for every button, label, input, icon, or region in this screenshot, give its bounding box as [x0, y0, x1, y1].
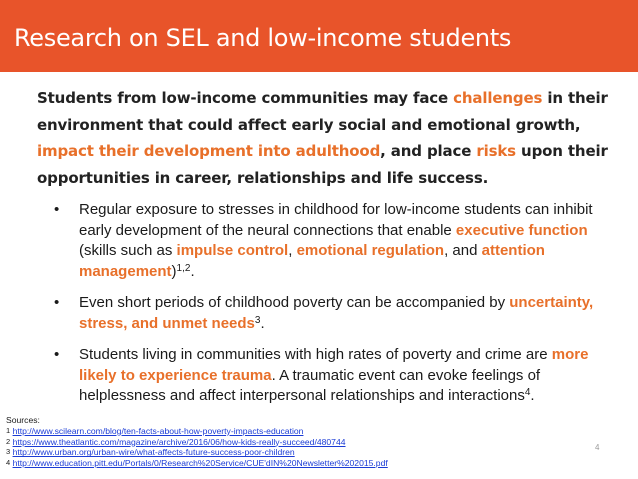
bullet-item — [54, 345, 624, 407]
source-link[interactable]: http://www.scilearn.com/blog/ten-facts-about-how-poverty-impacts-education — [12, 425, 304, 436]
source-number: 4 — [6, 458, 11, 468]
intro-paragraph — [37, 85, 627, 191]
intro-text: in their environment that could affect early social and emotional growth, — [37, 89, 608, 134]
citation-superscript: 3 — [254, 314, 261, 326]
bullet-text: (skills such as — [79, 242, 177, 259]
source-item — [6, 426, 606, 437]
bullet-text: Even short periods of childhood poverty can be accompanied by — [79, 294, 510, 311]
citation-superscript: 4 — [524, 387, 531, 398]
slide-title: Research on SEL and low-income students — [14, 24, 512, 52]
bullet-text: ) — [171, 262, 177, 280]
bullet-text: , and — [444, 242, 482, 259]
source-link[interactable]: http://www.education.pitt.edu/Portals/0/Research%20Service/CUE'dIN%20Newsletter%202015.pdf — [12, 458, 388, 469]
bullet-text: . — [530, 387, 535, 404]
bullet-dot-icon: • — [54, 346, 60, 363]
highlight-attention-management: attention management — [79, 242, 545, 280]
bullet-list — [54, 200, 624, 418]
source-link[interactable]: https://www.theatlantic.com/magazine/archive/2016/06/how-kids-really-succeed/480744 — [12, 436, 346, 447]
highlight-executive-function: executive function — [455, 221, 588, 239]
source-number: 3 — [6, 447, 11, 457]
highlight-uncertainty: uncertainty, stress, and unmet needs — [79, 294, 594, 332]
intro-text: upon their opportunities in career, relationships and life success. — [37, 142, 608, 187]
source-number: 2 — [6, 436, 11, 446]
citation-superscript: 1,2 — [176, 262, 191, 274]
bullet-text: Regular exposure to stresses in childhood for low-income students can inhibit early development of the neural connections that enable — [79, 201, 593, 239]
bullet-text: Students living in communities with high rates of poverty and crime are — [79, 346, 552, 363]
highlight-impulse-control: impulse control — [176, 242, 289, 259]
bullet-dot-icon: • — [54, 294, 60, 311]
slide-header — [0, 0, 638, 72]
source-link[interactable]: http://www.urban.org/urban-wire/what-affects-future-success-poor-children — [12, 447, 295, 458]
highlight-emotional-regulation: emotional regulation — [296, 242, 445, 259]
intro-highlight-challenges: challenges — [453, 89, 543, 107]
highlight-trauma: more likely to experience trauma — [79, 346, 589, 384]
page-number: 4 — [595, 443, 600, 452]
source-item — [6, 437, 606, 448]
bullet-item — [54, 200, 624, 282]
source-item — [6, 447, 606, 458]
source-number: 1 — [6, 425, 11, 435]
sources-section — [6, 415, 606, 469]
bullet-text: . — [190, 262, 195, 280]
intro-highlight-development: impact their development into adulthood — [37, 142, 381, 160]
intro-text: Students from low-income communities may face — [37, 89, 454, 107]
bullet-text: . — [260, 314, 265, 332]
bullet-item — [54, 293, 624, 334]
bullet-text: . A traumatic event can evoke feelings of helplessness and affect interpersonal relationships and interactions — [79, 366, 541, 404]
intro-highlight-risks: risks — [476, 142, 516, 160]
source-item — [6, 458, 606, 469]
bullet-dot-icon: • — [54, 201, 60, 218]
bullet-text: , — [288, 242, 297, 259]
sources-label: Sources: — [6, 415, 40, 425]
intro-text: , and place — [380, 142, 477, 160]
